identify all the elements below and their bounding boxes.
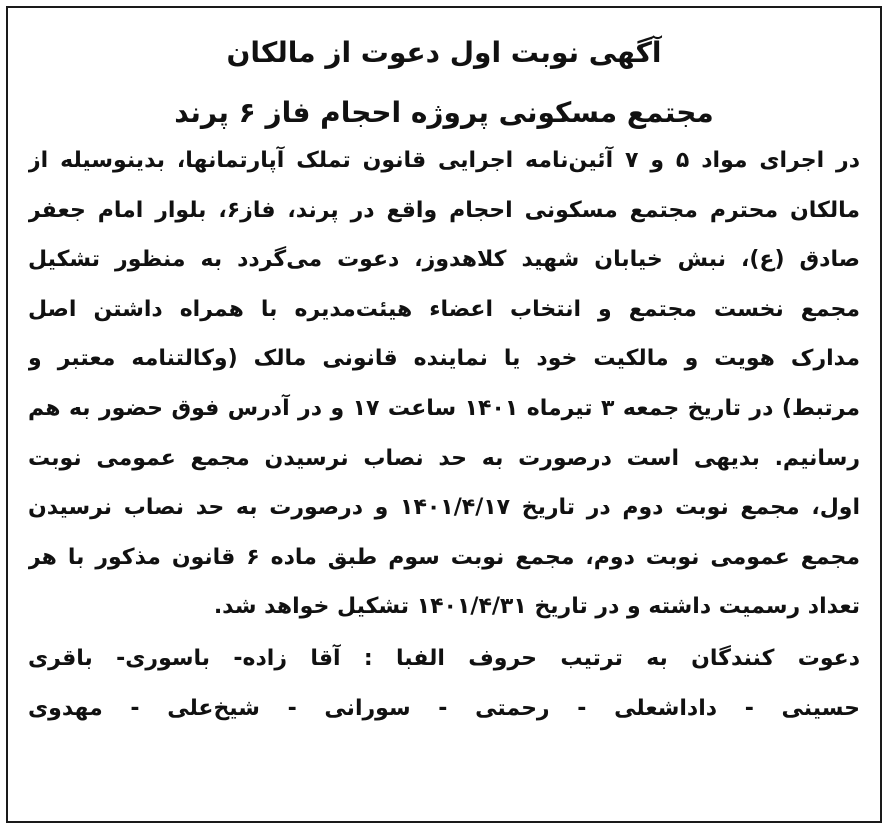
notice-body (8, 136, 880, 733)
body-line: مجمع عمومی نوبت دوم، مجمع نوبت سوم طبق ماده ۶ قانون مذکور با هر (28, 544, 860, 570)
body-line: مدارک هویت و مالکیت خود یا نماینده قانونی مالک (وکالتنامه معتبر و (28, 346, 860, 372)
notice-subtitle: مجتمع مسکونی پروژه احجام فاز ۶ پرند (174, 96, 714, 129)
body-line: در اجرای مواد ۵ و ۷ آئین‌نامه اجرایی قانون تملک آپارتمانها، بدینوسیله از (28, 148, 860, 173)
body-line: تعداد رسمیت داشته و در تاریخ ۱۴۰۱/۴/۳۱ تشکیل خواهد شد. (213, 594, 860, 620)
body-line: اول، مجمع نوبت دوم در تاریخ ۱۴۰۱/۴/۱۷ و درصورت به حد نصاب نرسیدن (28, 495, 860, 521)
body-line: رسانیم. بدیهی است درصورت به حد نصاب نرسیدن مجمع عمومی نوبت (28, 445, 860, 471)
signers-line: دعوت کنندگان به ترتیب حروف الفبا : آقا زاده- باسوری- باقری (28, 645, 860, 671)
notice-box (6, 6, 882, 823)
signers-line: حسینی - داداشعلی - رحمتی - سورانی - شیخ‌علی - مهدوی (28, 695, 860, 721)
body-line: مرتبط) در تاریخ جمعه ۳ تیرماه ۱۴۰۱ ساعت ۱۷ و در آدرس فوق حضور به هم (28, 395, 860, 421)
body-line: مالکان محترم مجتمع مسکونی احجام واقع در پرند، فاز۶، بلوار امام جعفر (28, 197, 860, 223)
body-line: صادق (ع)، نبش خیابان شهید کلاهدوز، دعوت می‌گردد به منظور تشکیل (28, 247, 860, 273)
body-line: مجمع نخست مجتمع و انتخاب اعضاء هیئت‌مدیره با همراه داشتن اصل (28, 296, 860, 322)
signers-block (28, 634, 860, 733)
notice-title: آگهی نوبت اول دعوت از مالکان (226, 36, 662, 69)
